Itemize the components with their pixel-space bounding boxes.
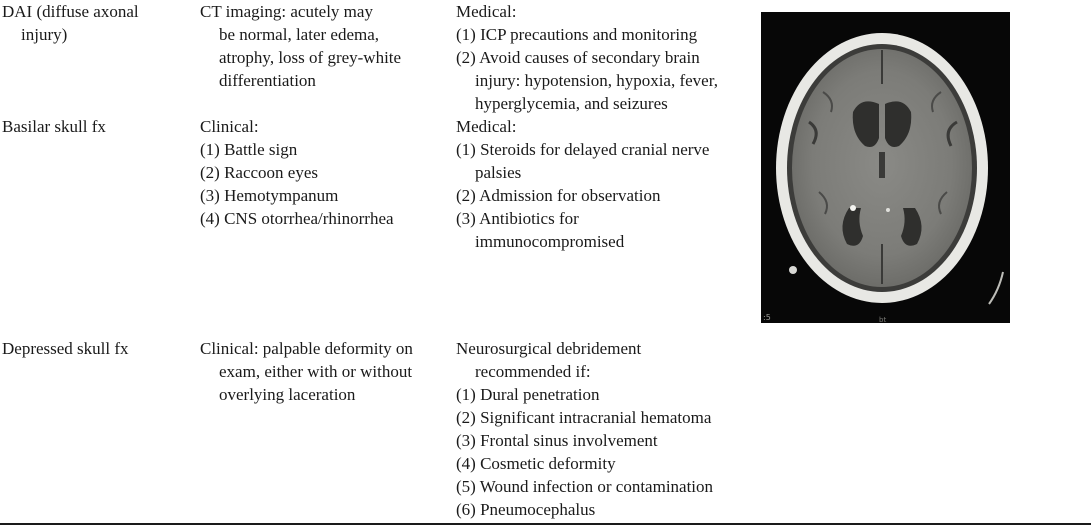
row-dai-management-line: (2) Avoid causes of secondary brain <box>456 48 700 67</box>
ct-corner-text: :5 <box>763 313 771 322</box>
row-dai-diagnosis <box>200 0 401 92</box>
row-depressed-diagnosis-line: Clinical: palpable deformity on <box>200 339 413 358</box>
row-depressed-diagnosis-line: exam, either with or without <box>219 362 413 381</box>
row-basilar-management-line: (2) Admission for observation <box>456 186 661 205</box>
row-basilar-condition-line: Basilar skull fx <box>2 117 106 136</box>
row-dai-diagnosis-line: be normal, later edema, <box>219 25 380 44</box>
row-depressed-management-line: (6) Pneumocephalus <box>456 500 596 519</box>
row-basilar-management-line: (1) Steroids for delayed cranial nerve <box>456 140 710 159</box>
ct-bottom-text: bt <box>879 316 887 323</box>
row-dai-diagnosis-line: CT imaging: acutely may <box>200 2 373 21</box>
ct-scan-image <box>761 12 1010 323</box>
row-dai-condition-line: DAI (diffuse axonal <box>2 2 139 21</box>
row-dai-management <box>456 0 718 115</box>
row-dai-condition <box>2 0 139 46</box>
row-basilar-condition <box>2 115 106 138</box>
row-depressed-diagnosis-line: overlying laceration <box>219 385 356 404</box>
row-basilar-management-line: Medical: <box>456 117 517 136</box>
row-dai-management-line: Medical: <box>456 2 517 21</box>
row-basilar-management <box>456 115 709 253</box>
row-basilar-diagnosis-line: (3) Hemotympanum <box>200 186 339 205</box>
row-depressed-management-line: (4) Cosmetic deformity <box>456 454 616 473</box>
row-depressed-management-line: (5) Wound infection or contamination <box>456 477 714 496</box>
row-dai-diagnosis-line: differentiation <box>219 71 316 90</box>
row-basilar-management-line: immunocompromised <box>475 232 625 251</box>
row-depressed-management-line: (3) Frontal sinus involvement <box>456 431 658 450</box>
row-dai-management-line: hyperglycemia, and seizures <box>475 94 668 113</box>
row-basilar-diagnosis <box>200 115 394 230</box>
row-dai-condition-line: injury) <box>21 25 68 44</box>
row-dai-management-line: (1) ICP precautions and monitoring <box>456 25 698 44</box>
row-basilar-management-line: (3) Antibiotics for <box>456 209 579 228</box>
row-basilar-diagnosis-line: (4) CNS otorrhea/rhinorrhea <box>200 209 394 228</box>
row-depressed-management-line: (1) Dural penetration <box>456 385 600 404</box>
row-basilar-management-line: palsies <box>475 163 522 182</box>
row-basilar-diagnosis-line: Clinical: <box>200 117 259 136</box>
row-depressed-management <box>456 337 713 521</box>
row-basilar-diagnosis-line: (2) Raccoon eyes <box>200 163 319 182</box>
row-depressed-condition <box>2 337 129 360</box>
row-dai-diagnosis-line: atrophy, loss of grey-white <box>219 48 402 67</box>
row-depressed-diagnosis <box>200 337 413 406</box>
row-depressed-management-line: recommended if: <box>475 362 591 381</box>
row-depressed-management-line: Neurosurgical debridement <box>456 339 642 358</box>
table-bottom-rule <box>0 523 1091 525</box>
row-dai-management-line: injury: hypotension, hypoxia, fever, <box>475 71 718 90</box>
row-depressed-management-line: (2) Significant intracranial hematoma <box>456 408 712 427</box>
row-basilar-diagnosis-line: (1) Battle sign <box>200 140 298 159</box>
row-depressed-condition-line: Depressed skull fx <box>2 339 129 358</box>
